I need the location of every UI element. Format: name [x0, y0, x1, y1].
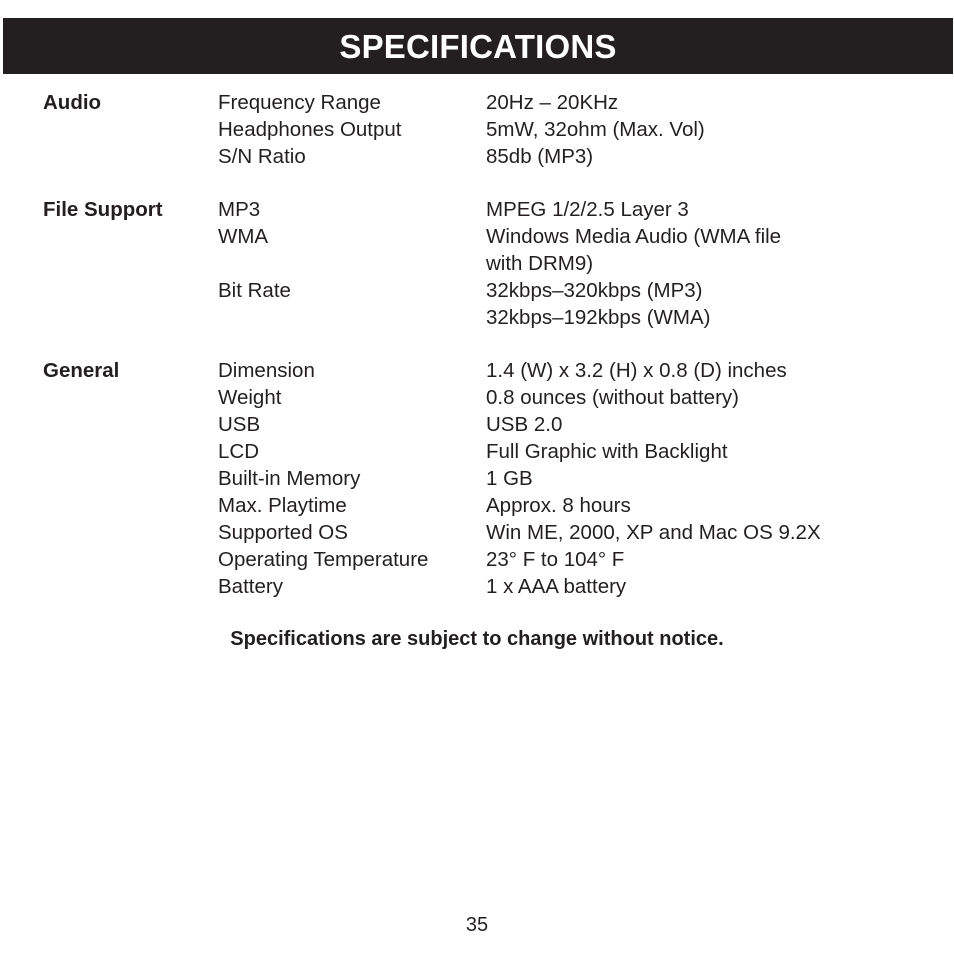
spec-row: [0, 492, 954, 519]
spec-row: [0, 89, 954, 116]
spec-value: MPEG 1/2/2.5 Layer 3: [486, 198, 689, 221]
spec-label: Supported OS: [218, 521, 348, 544]
spec-row: [0, 196, 954, 223]
category-general: General: [43, 359, 120, 382]
spec-row: [0, 519, 954, 546]
spec-value: USB 2.0: [486, 413, 563, 436]
spec-label: MP3: [218, 198, 261, 221]
spec-value: 32kbps–192kbps (WMA): [486, 306, 711, 329]
spec-label: S/N Ratio: [218, 145, 306, 168]
spec-value: Windows Media Audio (WMA file: [486, 225, 782, 248]
spec-value: 1 GB: [486, 467, 533, 490]
specifications-table: [0, 89, 954, 600]
spec-label: Frequency Range: [218, 91, 381, 114]
spec-value: 32kbps–320kbps (MP3): [486, 279, 703, 302]
spec-row: [0, 573, 954, 600]
page-number: 35: [465, 914, 489, 936]
spec-row: [0, 116, 954, 143]
spec-label: Max. Playtime: [218, 494, 347, 517]
spec-row: [0, 277, 954, 304]
header-bar: [3, 18, 953, 74]
spec-row: [0, 223, 954, 250]
spec-row: [0, 143, 954, 170]
spec-label: WMA: [218, 225, 269, 248]
spec-value: Full Graphic with Backlight: [486, 440, 728, 463]
change-notice: Specifications are subject to change without notice.: [230, 628, 724, 650]
spec-row: [0, 438, 954, 465]
category-audio: Audio: [43, 91, 102, 114]
spec-value: 23° F to 104° F: [486, 548, 625, 571]
spec-value: 20Hz – 20KHz: [486, 91, 619, 114]
spec-label: Weight: [218, 386, 282, 409]
spec-label: Operating Temperature: [218, 548, 429, 571]
spec-label: USB: [218, 413, 261, 436]
spec-row: [0, 357, 954, 384]
spec-row: [0, 304, 954, 331]
spec-value: 1 x AAA battery: [486, 575, 627, 598]
spec-label: LCD: [218, 440, 260, 463]
spec-value: Approx. 8 hours: [486, 494, 631, 517]
spec-value: 1.4 (W) x 3.2 (H) x 0.8 (D) inches: [486, 359, 787, 382]
spec-row: [0, 465, 954, 492]
spec-label: Headphones Output: [218, 118, 402, 141]
spec-label: Dimension: [218, 359, 315, 382]
spec-label: Battery: [218, 575, 283, 598]
spec-row: [0, 384, 954, 411]
spec-value: Win ME, 2000, XP and Mac OS 9.2X: [486, 521, 821, 544]
category-file-support: File Support: [43, 198, 163, 221]
spec-value: 0.8 ounces (without battery): [486, 386, 739, 409]
spec-row: [0, 250, 954, 277]
spec-row: [0, 546, 954, 573]
spec-value: with DRM9): [486, 252, 594, 275]
page-title: SPECIFICATIONS: [339, 27, 617, 65]
spec-value: 5mW, 32ohm (Max. Vol): [486, 118, 705, 141]
spec-label: Built-in Memory: [218, 467, 361, 490]
spec-value: 85db (MP3): [486, 145, 594, 168]
spec-label: Bit Rate: [218, 279, 291, 302]
spec-row: [0, 411, 954, 438]
